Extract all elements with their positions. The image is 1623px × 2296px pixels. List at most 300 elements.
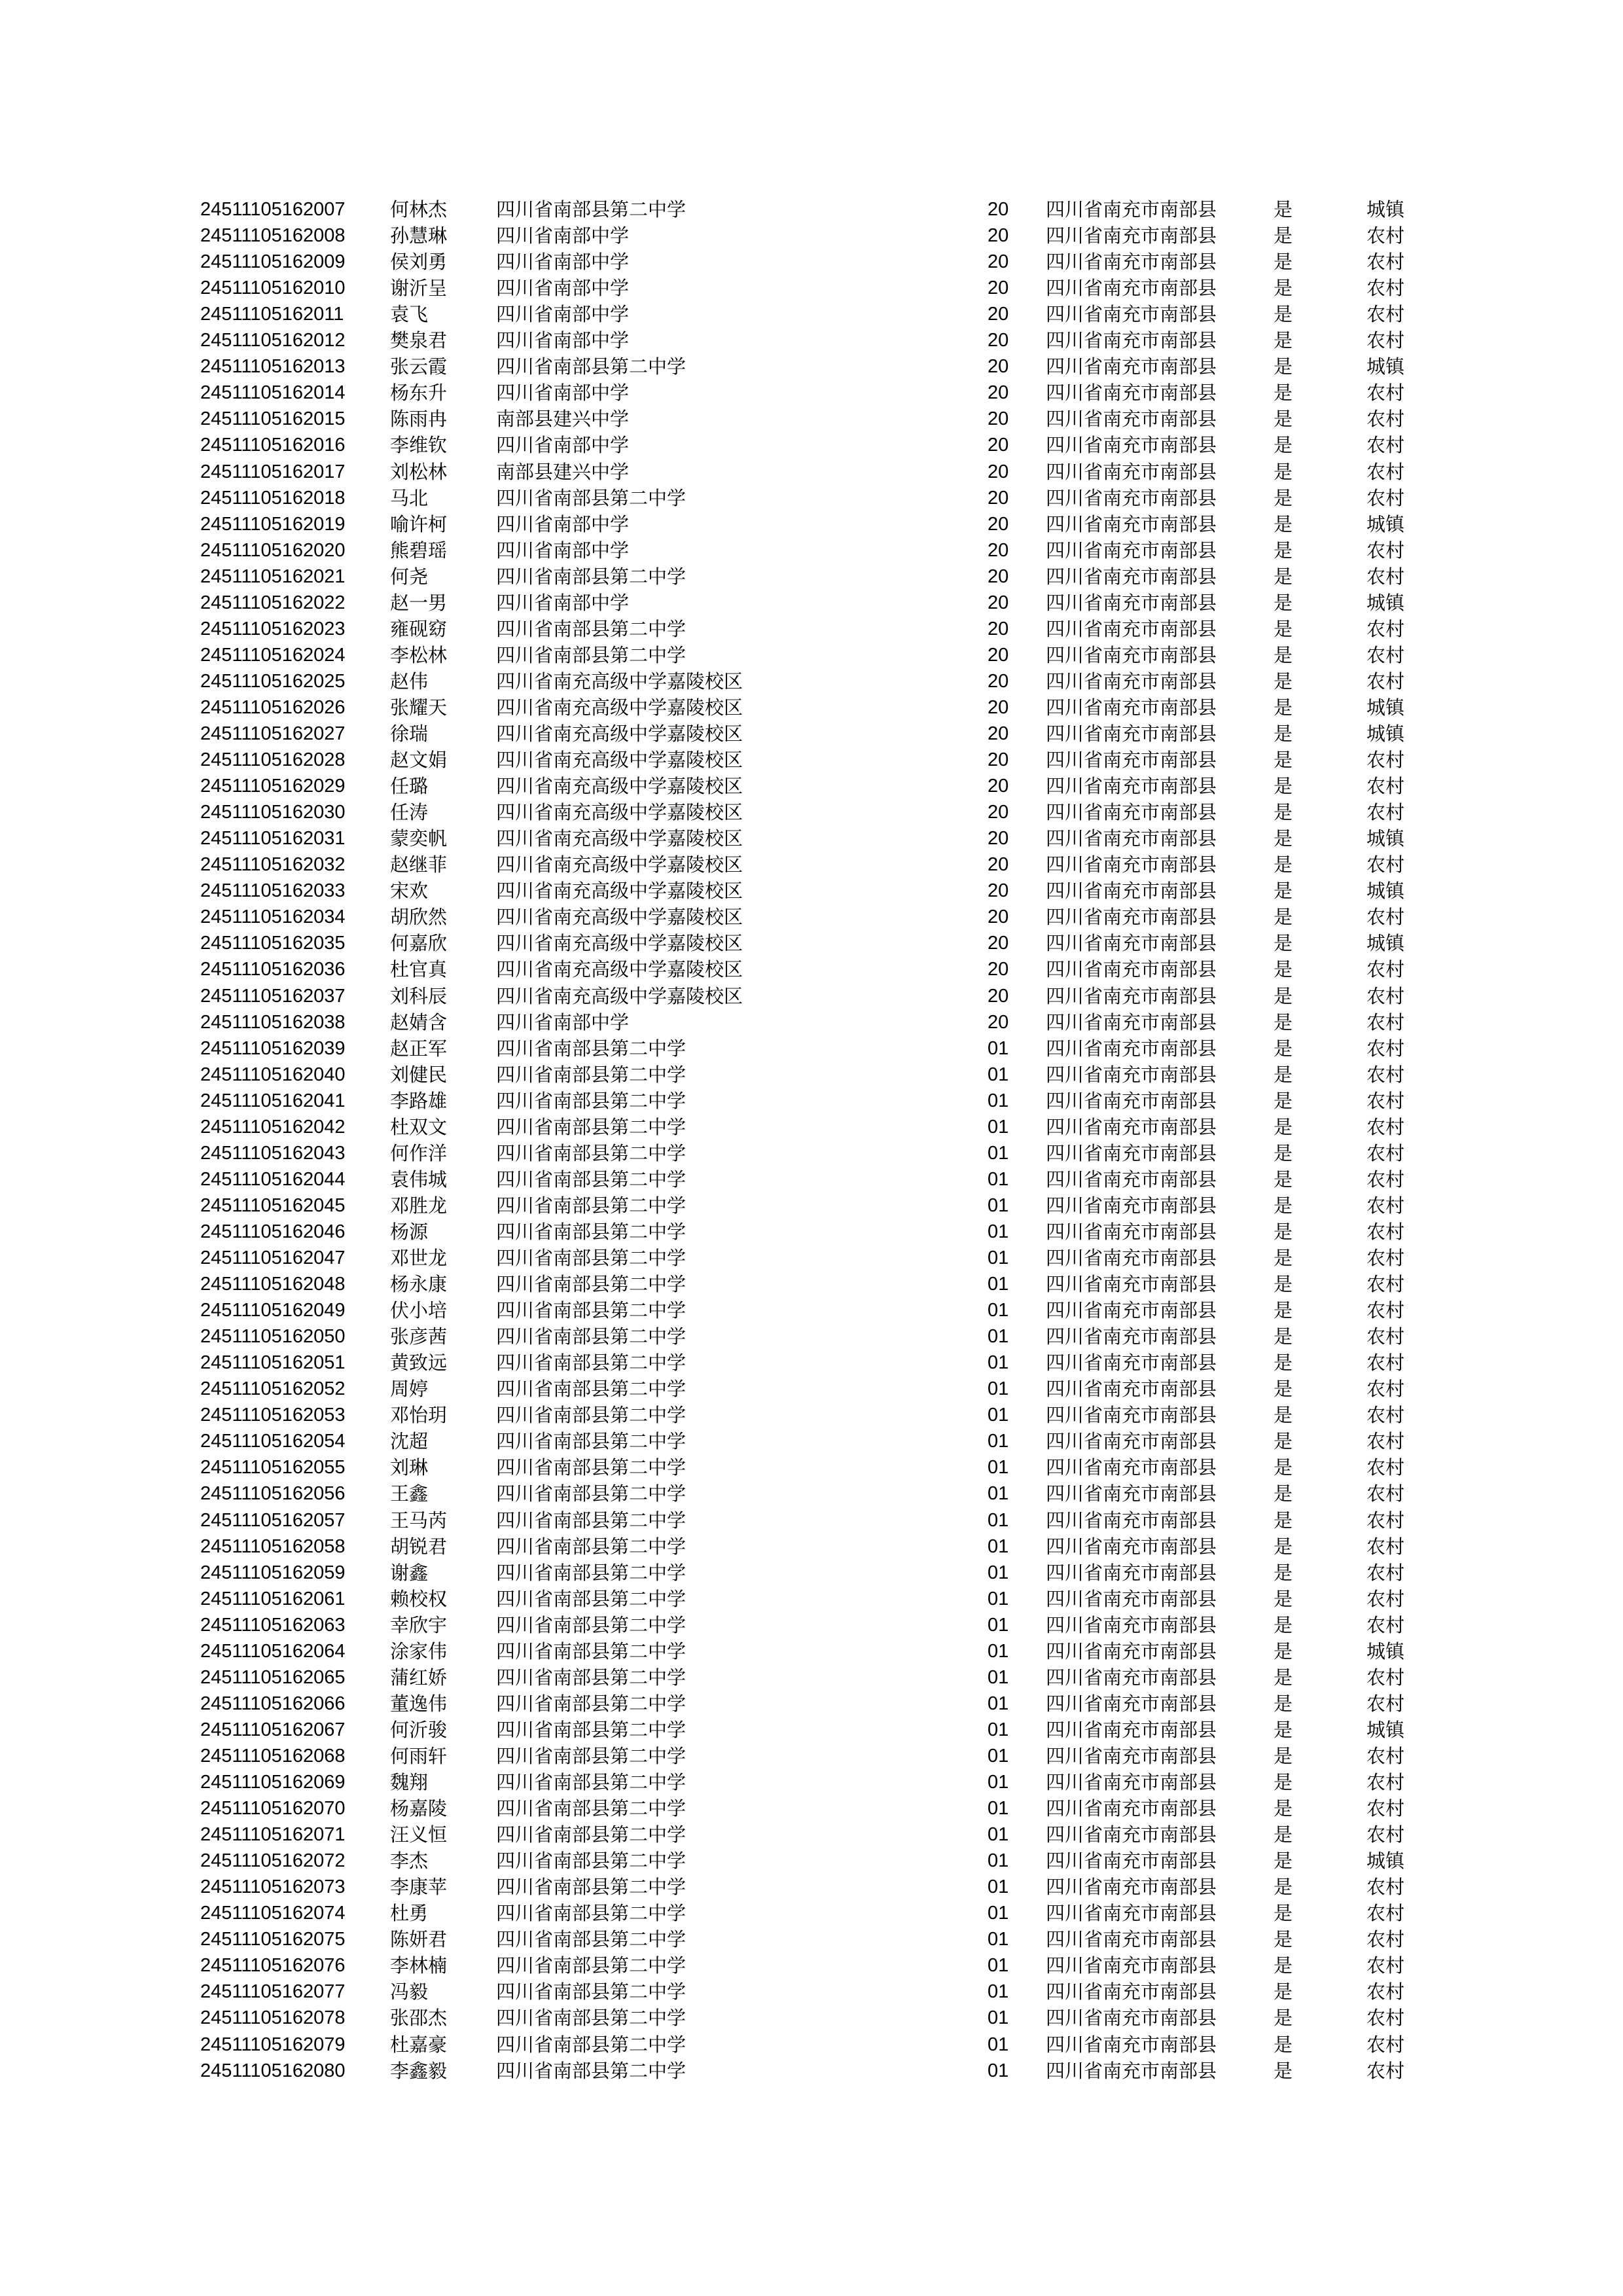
school-name-cell: 四川省南部县第二中学 [496,2007,687,2030]
school-name-cell: 四川省南充高级中学嘉陵校区 [496,932,743,955]
record-id-cell: 24511105162024 [200,644,346,666]
school-name-cell: 四川省南部县第二中学 [496,1194,687,1217]
region-cell: 四川省南充市南部县 [1046,749,1217,772]
region-cell: 四川省南充市南部县 [1046,1613,1217,1636]
student-name-cell: 谢沂呈 [390,277,448,300]
flag-cell: 是 [1274,1561,1293,1584]
student-name-cell: 杜勇 [390,1902,429,1925]
record-id-cell: 24511105162027 [200,723,346,744]
category-code-cell: 20 [988,1011,1009,1033]
region-cell: 四川省南充市南部县 [1046,1692,1217,1715]
area-type-cell: 农村 [1366,1089,1405,1112]
table-row [0,1062,1623,1088]
region-cell: 四川省南充市南部县 [1046,1535,1217,1558]
region-cell: 四川省南充市南部县 [1046,958,1217,981]
record-id-cell: 24511105162066 [200,1693,346,1714]
student-name-cell: 胡欣然 [390,906,448,929]
record-id-cell: 24511105162012 [200,330,346,351]
flag-cell: 是 [1274,2059,1293,2082]
student-name-cell: 刘科辰 [390,984,448,1007]
category-code-cell: 20 [988,644,1009,666]
area-type-cell: 农村 [1366,565,1405,588]
flag-cell: 是 [1274,1509,1293,1532]
school-name-cell: 四川省南部中学 [496,224,630,247]
record-id-cell: 24511105162065 [200,1666,346,1688]
student-name-cell: 刘松林 [390,460,448,483]
table-row [0,1219,1623,1245]
flag-cell: 是 [1274,1247,1293,1269]
area-type-cell: 农村 [1366,1587,1405,1610]
student-name-cell: 杨永康 [390,1273,448,1296]
table-row [0,1009,1623,1035]
region-cell: 四川省南充市南部县 [1046,1482,1217,1505]
area-type-cell: 农村 [1366,1063,1405,1086]
record-id-cell: 24511105162022 [200,592,346,613]
flag-cell: 是 [1274,1194,1293,1217]
flag-cell: 是 [1274,1954,1293,1977]
area-type-cell: 农村 [1366,408,1405,431]
area-type-cell: 农村 [1366,1981,1405,2003]
record-id-cell: 24511105162026 [200,696,346,718]
region-cell: 四川省南充市南部县 [1046,1194,1217,1217]
student-name-cell: 赵伟 [390,670,429,692]
flag-cell: 是 [1274,1718,1293,1741]
area-type-cell: 农村 [1366,958,1405,981]
record-id-cell: 24511105162029 [200,776,346,797]
region-cell: 四川省南充市南部县 [1046,1063,1217,1086]
area-type-cell: 城镇 [1366,1718,1405,1741]
table-row [0,878,1623,904]
school-name-cell: 四川省南部县第二中学 [496,1141,687,1164]
flag-cell: 是 [1274,1850,1293,1873]
student-name-cell: 熊碧瑶 [390,539,448,562]
region-cell: 四川省南充市南部县 [1046,1011,1217,1033]
area-type-cell: 农村 [1366,1352,1405,1374]
region-cell: 四川省南充市南部县 [1046,1902,1217,1925]
record-id-cell: 24511105162023 [200,618,346,639]
area-type-cell: 城镇 [1366,1640,1405,1662]
record-id-cell: 24511105162028 [200,749,346,771]
area-type-cell: 农村 [1366,224,1405,247]
flag-cell: 是 [1274,643,1293,666]
student-name-cell: 宋欢 [390,880,429,903]
category-code-cell: 01 [988,1116,1009,1138]
table-row [0,1507,1623,1534]
record-id-cell: 24511105162040 [200,1064,346,1085]
area-type-cell: 农村 [1366,1797,1405,1820]
school-name-cell: 四川省南充高级中学嘉陵校区 [496,958,743,981]
school-name-cell: 四川省南充高级中学嘉陵校区 [496,906,743,929]
category-code-cell: 01 [988,1352,1009,1374]
area-type-cell: 农村 [1366,1954,1405,1977]
table-row [0,747,1623,773]
region-cell: 四川省南充市南部县 [1046,984,1217,1007]
category-code-cell: 01 [988,2034,1009,2055]
school-name-cell: 四川省南部县第二中学 [496,1718,687,1741]
region-cell: 四川省南充市南部县 [1046,486,1217,509]
school-name-cell: 四川省南部县第二中学 [496,1797,687,1820]
flag-cell: 是 [1274,1115,1293,1138]
school-name-cell: 四川省南部县第二中学 [496,1613,687,1636]
flag-cell: 是 [1274,1378,1293,1401]
student-name-cell: 涂家伟 [390,1640,448,1662]
category-code-cell: 01 [988,1509,1009,1531]
region-cell: 四川省南充市南部县 [1046,617,1217,640]
flag-cell: 是 [1274,1587,1293,1610]
student-name-cell: 杜官真 [390,958,448,981]
region-cell: 四川省南充市南部县 [1046,1954,1217,1977]
table-row [0,852,1623,878]
area-type-cell: 农村 [1366,251,1405,274]
area-type-cell: 农村 [1366,775,1405,798]
category-code-cell: 01 [988,1666,1009,1688]
flag-cell: 是 [1274,1666,1293,1689]
student-name-cell: 孙慧琳 [390,224,448,247]
student-name-cell: 沈超 [390,1430,429,1453]
student-name-cell: 王鑫 [390,1482,429,1505]
table-row [0,1664,1623,1691]
area-type-cell: 农村 [1366,801,1405,824]
student-name-cell: 赵婧含 [390,1011,448,1033]
flag-cell: 是 [1274,198,1293,221]
school-name-cell: 四川省南部县第二中学 [496,1744,687,1767]
table-row [0,1638,1623,1664]
student-name-cell: 李杰 [390,1850,429,1873]
flag-cell: 是 [1274,670,1293,692]
region-cell: 四川省南充市南部县 [1046,277,1217,300]
student-name-cell: 谢鑫 [390,1561,429,1584]
student-name-cell: 李松林 [390,643,448,666]
region-cell: 四川省南充市南部县 [1046,565,1217,588]
student-name-cell: 邓怡玥 [390,1404,448,1427]
school-name-cell: 四川省南部县第二中学 [496,1692,687,1715]
category-code-cell: 20 [988,618,1009,639]
student-name-cell: 赵一男 [390,591,448,614]
record-id-cell: 24511105162034 [200,906,346,928]
flag-cell: 是 [1274,1823,1293,1846]
category-code-cell: 20 [988,749,1009,771]
student-name-cell: 李路雄 [390,1089,448,1112]
category-code-cell: 20 [988,933,1009,954]
record-id-cell: 24511105162016 [200,435,346,456]
flag-cell: 是 [1274,1011,1293,1033]
region-cell: 四川省南充市南部县 [1046,1089,1217,1112]
flag-cell: 是 [1274,539,1293,562]
school-name-cell: 南部县建兴中学 [496,460,630,483]
category-code-cell: 20 [988,670,1009,692]
record-id-cell: 24511105162030 [200,802,346,823]
table-row [0,1035,1623,1062]
table-row [0,459,1623,485]
area-type-cell: 农村 [1366,1168,1405,1191]
area-type-cell: 农村 [1366,1613,1405,1636]
region-cell: 四川省南充市南部县 [1046,1141,1217,1164]
category-code-cell: 01 [988,1168,1009,1190]
record-id-cell: 24511105162056 [200,1483,346,1505]
area-type-cell: 农村 [1366,617,1405,640]
category-code-cell: 20 [988,696,1009,718]
flag-cell: 是 [1274,1981,1293,2003]
flag-cell: 是 [1274,434,1293,457]
record-id-cell: 24511105162018 [200,487,346,509]
student-name-cell: 何林杰 [390,198,448,221]
category-code-cell: 20 [988,854,1009,876]
table-row [0,1140,1623,1166]
school-name-cell: 四川省南部县第二中学 [496,1640,687,1662]
record-id-cell: 24511105162057 [200,1509,346,1531]
table-row [0,1193,1623,1219]
category-code-cell: 20 [988,330,1009,351]
school-name-cell: 南部县建兴中学 [496,408,630,431]
table-row [0,1271,1623,1297]
category-code-cell: 20 [988,408,1009,430]
region-cell: 四川省南充市南部县 [1046,1561,1217,1584]
table-row [0,275,1623,301]
school-name-cell: 四川省南充高级中学嘉陵校区 [496,880,743,903]
student-name-cell: 任璐 [390,775,429,798]
table-row [0,1743,1623,1769]
record-id-cell: 24511105162076 [200,1955,346,1977]
flag-cell: 是 [1274,775,1293,798]
area-type-cell: 农村 [1366,1194,1405,1217]
table-row [0,1560,1623,1586]
flag-cell: 是 [1274,853,1293,876]
flag-cell: 是 [1274,1640,1293,1662]
category-code-cell: 01 [988,1300,1009,1321]
table-row [0,1534,1623,1560]
category-code-cell: 01 [988,1745,1009,1767]
record-id-cell: 24511105162011 [200,304,344,325]
area-type-cell: 农村 [1366,1482,1405,1505]
school-name-cell: 四川省南充高级中学嘉陵校区 [496,984,743,1007]
table-row [0,2058,1623,2084]
flag-cell: 是 [1274,1063,1293,1086]
region-cell: 四川省南充市南部县 [1046,1509,1217,1532]
area-type-cell: 农村 [1366,486,1405,509]
flag-cell: 是 [1274,1273,1293,1296]
region-cell: 四川省南充市南部县 [1046,1718,1217,1741]
category-code-cell: 01 [988,1955,1009,1977]
record-id-cell: 24511105162037 [200,985,346,1007]
record-id-cell: 24511105162068 [200,1745,346,1767]
table-row [0,1114,1623,1140]
region-cell: 四川省南充市南部县 [1046,2033,1217,2056]
region-cell: 四川省南充市南部县 [1046,906,1217,929]
table-row [0,616,1623,642]
flag-cell: 是 [1274,251,1293,274]
category-code-cell: 20 [988,776,1009,797]
region-cell: 四川省南充市南部县 [1046,1404,1217,1427]
area-type-cell: 农村 [1366,1509,1405,1532]
region-cell: 四川省南充市南部县 [1046,1456,1217,1479]
category-code-cell: 20 [988,723,1009,744]
school-name-cell: 四川省南部中学 [496,512,630,535]
table-row [0,1402,1623,1428]
school-name-cell: 四川省南部县第二中学 [496,643,687,666]
record-id-cell: 24511105162036 [200,959,346,980]
area-type-cell: 农村 [1366,1378,1405,1401]
school-name-cell: 四川省南部县第二中学 [496,1378,687,1401]
area-type-cell: 农村 [1366,2059,1405,2082]
record-id-cell: 24511105162032 [200,854,346,876]
area-type-cell: 农村 [1366,749,1405,772]
student-name-cell: 张耀天 [390,696,448,719]
record-id-cell: 24511105162069 [200,1772,346,1793]
region-cell: 四川省南充市南部县 [1046,801,1217,824]
category-code-cell: 20 [988,513,1009,535]
region-cell: 四川省南充市南部县 [1046,1744,1217,1767]
region-cell: 四川省南充市南部县 [1046,1115,1217,1138]
area-type-cell: 农村 [1366,906,1405,929]
area-type-cell: 农村 [1366,382,1405,404]
category-code-cell: 01 [988,1194,1009,1216]
table-row [0,1297,1623,1323]
area-type-cell: 城镇 [1366,512,1405,535]
record-id-cell: 24511105162078 [200,2007,346,2029]
area-type-cell: 农村 [1366,1325,1405,1348]
category-code-cell: 01 [988,1535,1009,1557]
region-cell: 四川省南充市南部县 [1046,539,1217,562]
category-code-cell: 20 [988,592,1009,613]
record-id-cell: 24511105162071 [200,1824,346,1846]
table-row [0,1323,1623,1350]
student-name-cell: 周婷 [390,1378,429,1401]
category-code-cell: 01 [988,1483,1009,1505]
flag-cell: 是 [1274,329,1293,352]
record-id-cell: 24511105162045 [200,1194,346,1216]
flag-cell: 是 [1274,1299,1293,1322]
record-id-cell: 24511105162058 [200,1535,346,1557]
region-cell: 四川省南充市南部县 [1046,1640,1217,1662]
flag-cell: 是 [1274,723,1293,745]
student-name-cell: 喻许柯 [390,512,448,535]
student-name-cell: 何尧 [390,565,429,588]
record-id-cell: 24511105162038 [200,1011,346,1033]
flag-cell: 是 [1274,1876,1293,1899]
record-id-cell: 24511105162064 [200,1640,346,1662]
category-code-cell: 01 [988,1037,1009,1059]
school-name-cell: 四川省南部县第二中学 [496,1037,687,1060]
region-cell: 四川省南充市南部县 [1046,2059,1217,2082]
region-cell: 四川省南充市南部县 [1046,1273,1217,1296]
student-name-cell: 冯毅 [390,1981,429,2003]
region-cell: 四川省南充市南部县 [1046,355,1217,378]
record-id-cell: 24511105162070 [200,1798,346,1820]
record-id-cell: 24511105162067 [200,1719,346,1740]
table-row [0,2032,1623,2058]
flag-cell: 是 [1274,2007,1293,2030]
flag-cell: 是 [1274,303,1293,326]
flag-cell: 是 [1274,1797,1293,1820]
category-code-cell: 01 [988,1693,1009,1714]
category-code-cell: 01 [988,1614,1009,1636]
category-code-cell: 01 [988,1274,1009,1295]
flag-cell: 是 [1274,2033,1293,2056]
table-row [0,327,1623,353]
table-row [0,825,1623,852]
region-cell: 四川省南充市南部县 [1046,1771,1217,1793]
student-name-cell: 蒙奕帆 [390,827,448,850]
school-name-cell: 四川省南部县第二中学 [496,1115,687,1138]
flag-cell: 是 [1274,958,1293,981]
student-name-cell: 马北 [390,486,429,509]
school-name-cell: 四川省南充高级中学嘉陵校区 [496,670,743,692]
school-name-cell: 四川省南充高级中学嘉陵校区 [496,853,743,876]
record-id-cell: 24511105162055 [200,1457,346,1479]
flag-cell: 是 [1274,1352,1293,1374]
school-name-cell: 四川省南部县第二中学 [496,1482,687,1505]
flag-cell: 是 [1274,1325,1293,1348]
student-name-cell: 李林楠 [390,1954,448,1977]
record-id-cell: 24511105162063 [200,1614,346,1636]
region-cell: 四川省南充市南部县 [1046,329,1217,352]
record-id-cell: 24511105162043 [200,1142,346,1164]
school-name-cell: 四川省南部县第二中学 [496,1850,687,1873]
student-name-cell: 何雨轩 [390,1744,448,1767]
record-id-cell: 24511105162072 [200,1850,346,1872]
school-name-cell: 四川省南部县第二中学 [496,1325,687,1348]
area-type-cell: 城镇 [1366,696,1405,719]
flag-cell: 是 [1274,1902,1293,1925]
student-name-cell: 李鑫毅 [390,2059,448,2082]
student-name-cell: 邓胜龙 [390,1194,448,1217]
flag-cell: 是 [1274,591,1293,614]
area-type-cell: 农村 [1366,1744,1405,1767]
area-type-cell: 农村 [1366,853,1405,876]
region-cell: 四川省南充市南部县 [1046,512,1217,535]
table-row [0,1848,1623,1874]
table-row [0,1245,1623,1271]
flag-cell: 是 [1274,382,1293,404]
student-name-cell: 伏小培 [390,1299,448,1322]
school-name-cell: 四川省南部县第二中学 [496,1247,687,1269]
category-code-cell: 20 [988,802,1009,823]
category-code-cell: 20 [988,435,1009,456]
table-row [0,380,1623,406]
school-name-cell: 四川省南部县第二中学 [496,1823,687,1846]
record-id-cell: 24511105162047 [200,1247,346,1268]
school-name-cell: 四川省南部县第二中学 [496,1561,687,1584]
area-type-cell: 农村 [1366,984,1405,1007]
school-name-cell: 四川省南部县第二中学 [496,1928,687,1951]
school-name-cell: 四川省南部县第二中学 [496,1352,687,1374]
table-row [0,1586,1623,1612]
flag-cell: 是 [1274,355,1293,378]
school-name-cell: 四川省南充高级中学嘉陵校区 [496,827,743,850]
student-name-cell: 赖校权 [390,1587,448,1610]
category-code-cell: 01 [988,1772,1009,1793]
school-name-cell: 四川省南部县第二中学 [496,1771,687,1793]
student-name-cell: 刘健民 [390,1063,448,1086]
flag-cell: 是 [1274,1220,1293,1243]
student-name-cell: 张邵杰 [390,2007,448,2030]
area-type-cell: 农村 [1366,303,1405,326]
table-row [0,956,1623,982]
student-name-cell: 赵继菲 [390,853,448,876]
table-row [0,642,1623,668]
school-name-cell: 四川省南部县第二中学 [496,198,687,221]
table-row [0,1979,1623,2005]
table-row [0,773,1623,799]
flag-cell: 是 [1274,1771,1293,1793]
area-type-cell: 城镇 [1366,198,1405,221]
student-name-cell: 杨源 [390,1220,429,1243]
table-row [0,1821,1623,1848]
region-cell: 四川省南充市南部县 [1046,1666,1217,1689]
table-row [0,353,1623,380]
table-row [0,301,1623,327]
area-type-cell: 城镇 [1366,827,1405,850]
